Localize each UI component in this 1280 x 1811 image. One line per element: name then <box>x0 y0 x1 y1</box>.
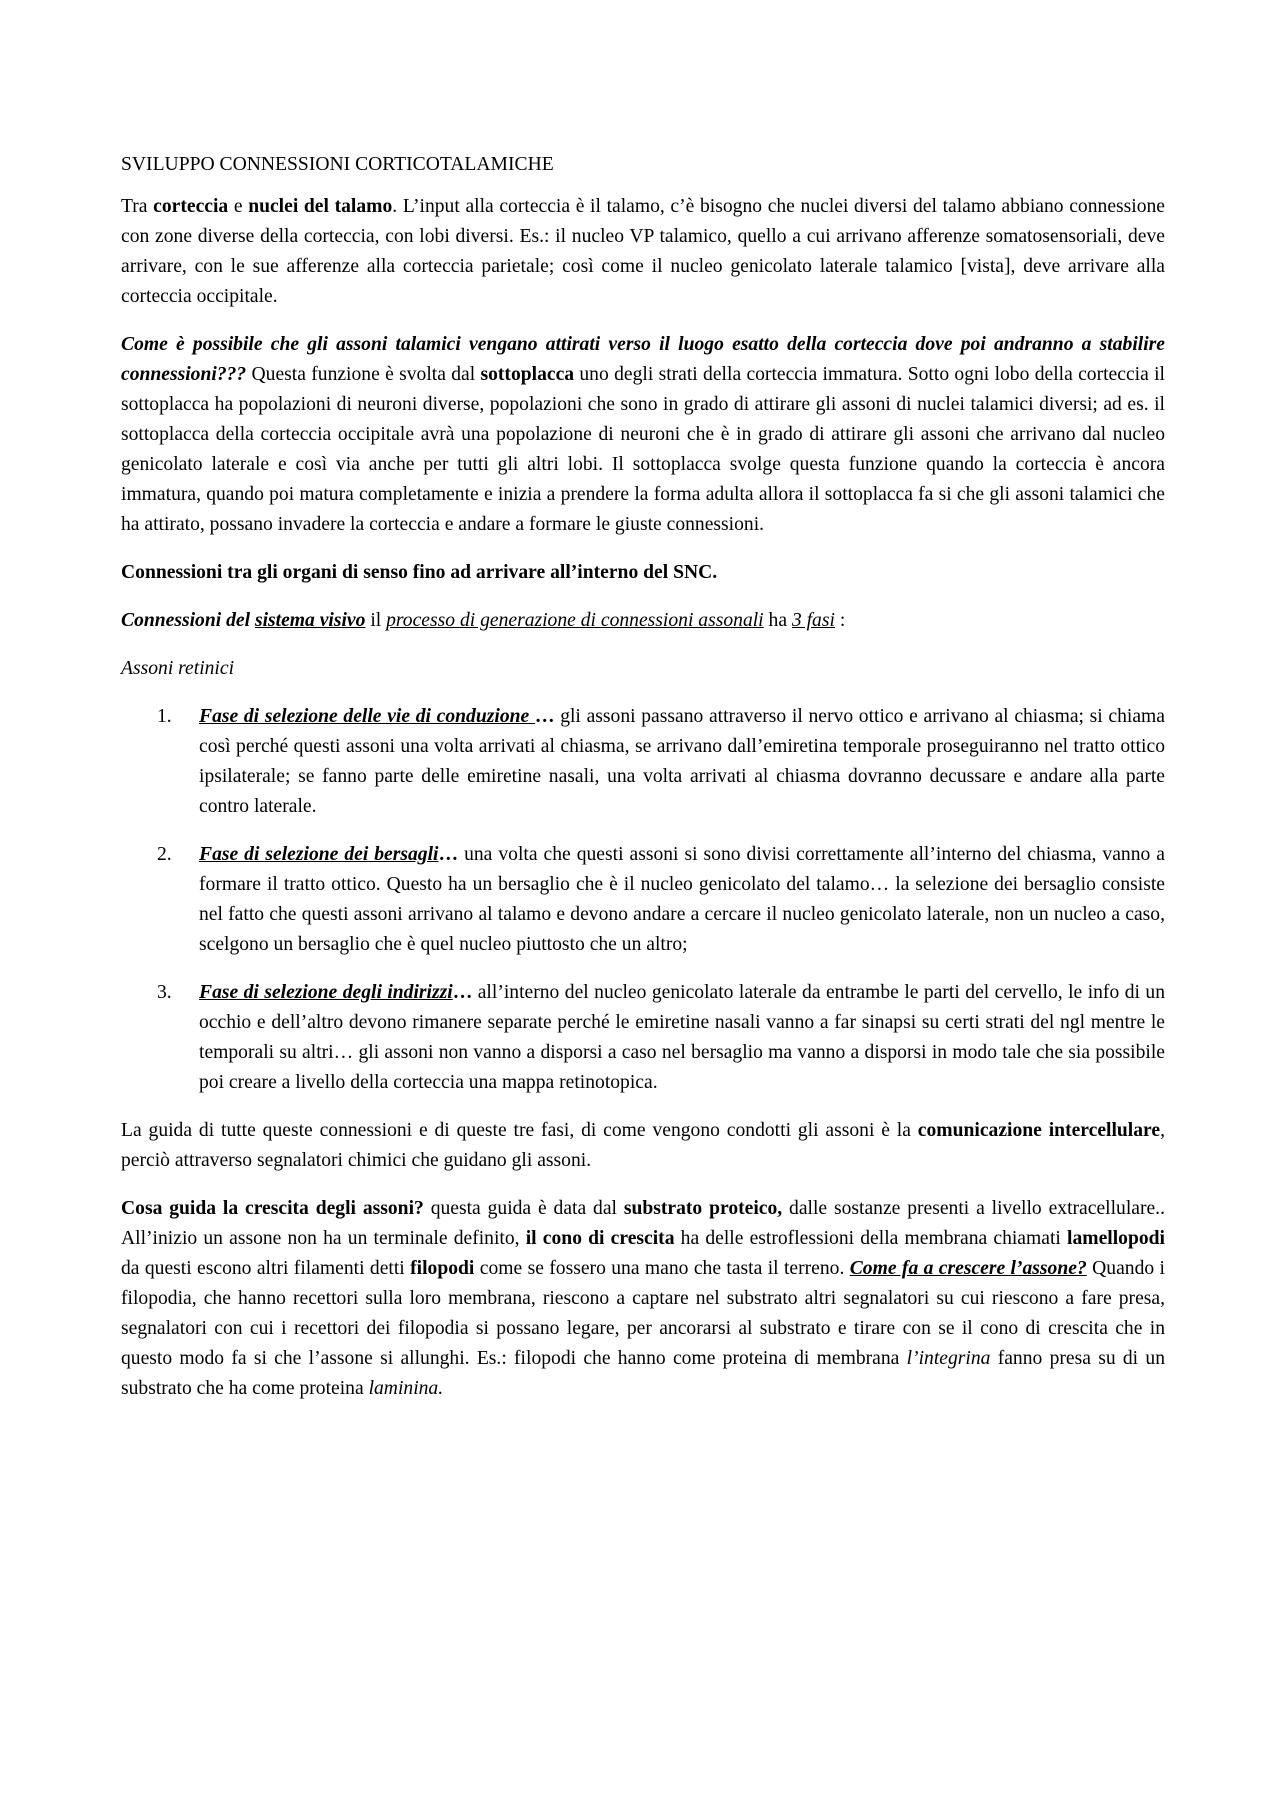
underlined-term: processo di generazione di connessioni assonali <box>386 610 764 631</box>
ellipsis: … <box>534 706 555 727</box>
text: Tra <box>121 196 154 217</box>
paragraph-sistema-visivo <box>121 606 1165 636</box>
bold-term: filopodi <box>410 1258 475 1279</box>
bold-term: substrato proteico, <box>623 1198 783 1219</box>
italic-term: l’integrina <box>906 1348 991 1369</box>
document-body <box>121 150 1165 1422</box>
phase-label: Fase di selezione delle vie di conduzione <box>199 706 535 727</box>
list-item <box>121 978 1165 1098</box>
text: La guida di tutte queste connessioni e di queste tre fasi, di come vengono condotti gli assoni è la <box>121 1120 918 1141</box>
list-number: 2. <box>157 844 172 865</box>
paragraph-intro <box>121 192 1165 312</box>
bold-term: comunicazione intercellulare <box>917 1120 1161 1141</box>
list-number: 1. <box>157 706 172 727</box>
text: . L’input alla corteccia è il talamo, c’è bisogno che nuclei diversi del talamo abbiano connessione con zone diverse della corteccia, con lobi diversi. Es.: il nucleo VP talamico, quello a cui arrivano afferenze somatosensoriali, deve arrivare, con le sue afferenze alla corteccia parietale; così come il nucleo genicolato laterale talamico [vista], deve arrivare alla corteccia occipitale. <box>121 196 1165 307</box>
text: : <box>834 610 846 631</box>
ellipsis: … <box>452 982 473 1003</box>
bold-term: il cono di crescita <box>525 1228 675 1249</box>
paragraph-comunicazione <box>121 1116 1165 1176</box>
text: ha <box>763 610 792 631</box>
text: questa guida è data dal <box>423 1198 624 1219</box>
paragraph-sottoplacca <box>121 330 1165 540</box>
text: una volta che questi assoni si sono divisi correttamente all’interno del chiasma, vanno a formare il tratto ottico. Questo ha un bersaglio che è il nucleo genicolato del talamo… la selezione dei bersaglio consiste nel fatto che questi assoni arrivano al talamo e devono andare a cercare il nucleo genicolato laterale, non un nucleo a caso, scelgono un bersaglio che è quel nucleo piuttosto che un altro; <box>199 844 1165 955</box>
subheading-assoni-retinici: Assoni retinici <box>121 658 235 679</box>
phases-list <box>121 702 1165 1098</box>
text: da questi escono altri filamenti detti <box>121 1258 411 1279</box>
section-heading-connessioni: Connessioni tra gli organi di senso fino ad arrivare all’interno del SNC. <box>121 562 718 583</box>
text: Questa funzione è svolta dal <box>246 364 481 385</box>
question-text: Come è possibile che gli assoni talamici vengano attirati verso il luogo esatto della corteccia dove poi andranno a stabilire connessioni??? <box>121 334 1165 385</box>
italic-term: laminina. <box>368 1378 444 1399</box>
underlined-question: Come fa a crescere l’assone? <box>849 1258 1087 1279</box>
bold-italic-text: Connessioni del <box>121 610 255 631</box>
bold-term: nuclei del talamo <box>248 196 393 217</box>
phase-label: Fase di selezione dei bersagli <box>199 844 439 865</box>
page-title: SVILUPPO CONNESSIONI CORTICOTALAMICHE <box>121 154 554 175</box>
underlined-term: 3 fasi <box>791 610 835 631</box>
bold-term: sottoplacca <box>480 364 575 385</box>
text: , perciò attraverso segnalatori chimici che guidano gli assoni. <box>121 1120 1165 1171</box>
bold-term: corteccia <box>153 196 229 217</box>
text: Quando i filopodia, che hanno recettori sulla loro membrana, riescono a captare nel substrato altri segnalatori su cui riescono a fare presa, segnalatori con cui i recettori dei filopodia si possano legare, per ancorarsi al substrato e tirare con se il cono di crescita che in questo modo fa si che l’assone si allunghi. Es.: filopodi che hanno come proteina di membrana <box>121 1258 1165 1369</box>
text: all’interno del nucleo genicolato laterale da entrambe le parti del cervello, le info di un occhio e dell’altro devono rimanere separate perché le emiretine nasali vanno a far sinapsi su certi strati del ngl mentre le temporali su altri… gli assoni non vanno a disporsi a caso nel bersaglio ma vanno a disporsi in modo tale che sia possibile poi creare a livello della corteccia una mappa retinotopica. <box>199 982 1165 1093</box>
bold-term: lamellopodi <box>1067 1228 1165 1249</box>
text: fanno presa su di un substrato che ha come proteina <box>121 1348 1165 1399</box>
text: gli assoni passano attraverso il nervo ottico e arrivano al chiasma; si chiama così perché questi assoni una volta arrivati al chiasma, se arrivano dall’emiretina temporale proseguiranno nel tratto ottico ipsilaterale; se fanno parte delle emiretine nasali, una volta arrivati al chiasma dovranno decussare e andare alla parte contro laterale. <box>199 706 1165 817</box>
phase-label: Fase di selezione degli indirizzi <box>199 982 453 1003</box>
list-item <box>121 702 1165 822</box>
bold-term: Cosa guida la crescita degli assoni? <box>121 1198 424 1219</box>
text: come se fossero una mano che tasta il terreno. <box>474 1258 850 1279</box>
text: uno degli strati della corteccia immatura. Sotto ogni lobo della corteccia il sottoplacca ha popolazioni di neuroni diverse, popolazioni che sono in grado di attirare gli assoni di nuclei talamici diversi; ad es. il sottoplacca della corteccia occipitale avrà una popolazione di neuroni che è in grado di attirare gli assoni che arrivano dal nucleo genicolato laterale e così via anche per tutti gli altri lobi. Il sottoplacca svolge questa funzione quando la corteccia è ancora immatura, quando poi matura completamente e inizia a prendere la forma adulta allora il sottoplacca fa si che gli assoni talamici che ha attirato, possano invadere la corteccia e andare a formare le giuste connessioni. <box>121 364 1165 535</box>
text: ha delle estroflessioni della membrana chiamati <box>674 1228 1068 1249</box>
list-item <box>121 840 1165 960</box>
paragraph-crescita-assoni <box>121 1194 1165 1404</box>
ellipsis: … <box>438 844 459 865</box>
text: e <box>228 196 249 217</box>
list-number: 3. <box>157 982 172 1003</box>
text: dalle sostanze presenti a livello extracellulare.. All’inizio un assone non ha un terminale definito, <box>121 1198 1165 1249</box>
text: il <box>365 610 387 631</box>
underlined-term: sistema visivo <box>254 610 366 631</box>
